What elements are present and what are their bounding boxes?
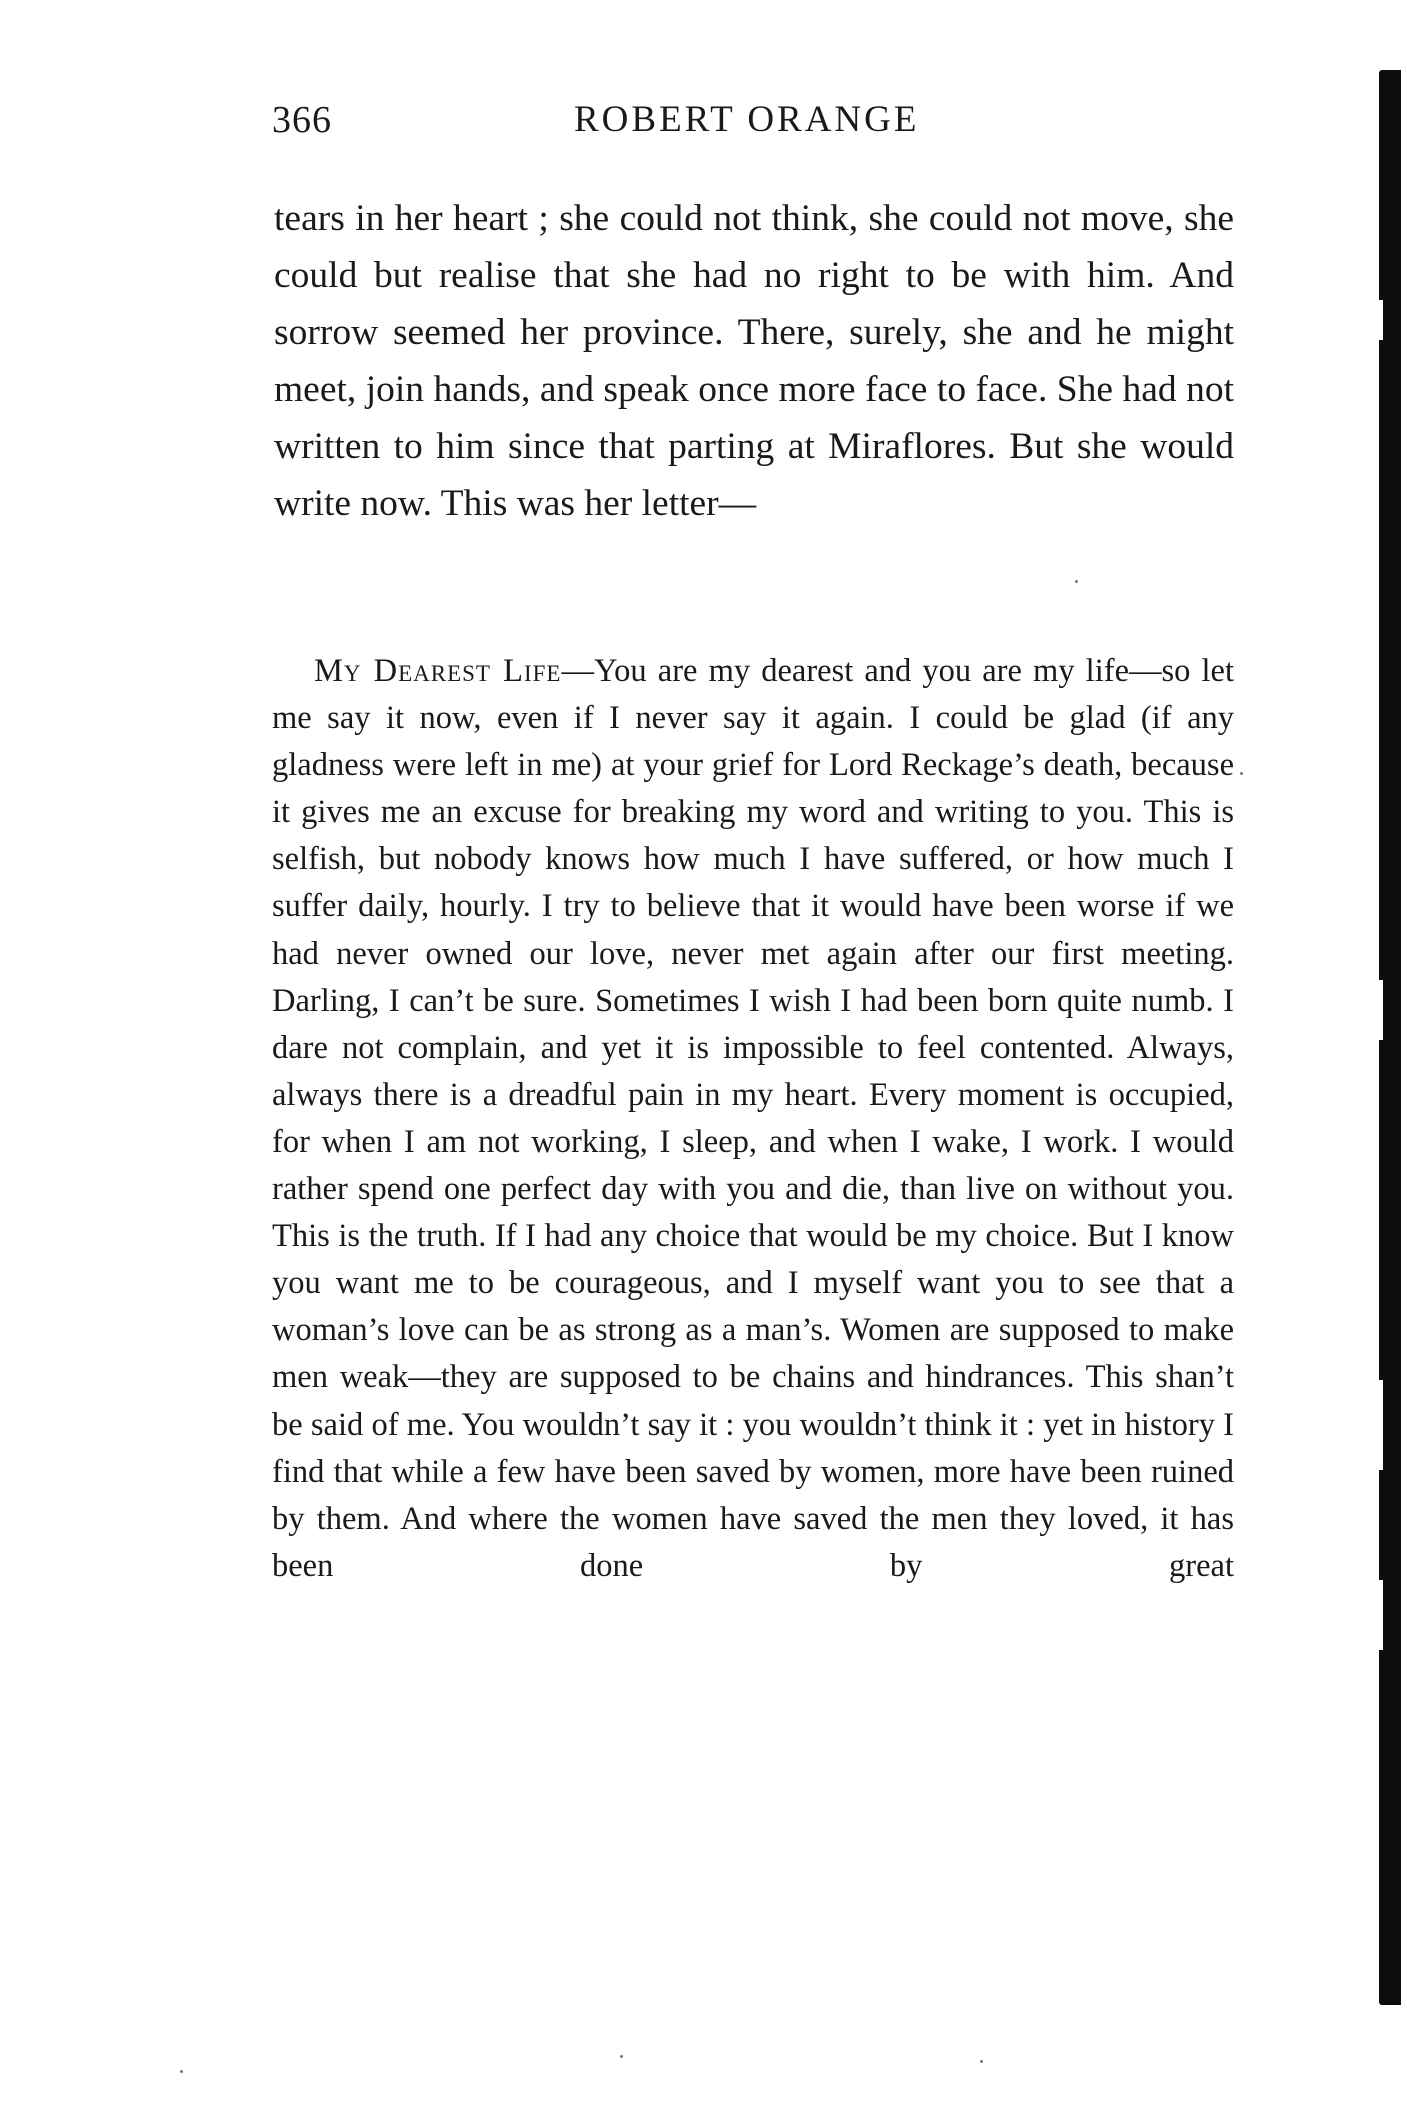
letter-text — [272, 648, 1234, 1590]
page-edge-shadow — [1371, 0, 1407, 2110]
paper-speck — [620, 2055, 623, 2058]
intro-paragraph — [274, 190, 1234, 532]
letter-paragraph — [272, 648, 1234, 1590]
paper-speck — [180, 2070, 183, 2073]
paper-speck — [1240, 772, 1243, 775]
edge-notch — [1377, 980, 1383, 1040]
running-head: ROBERT ORANGE — [574, 99, 920, 140]
letter-body: —You are my dearest and you are my life—so let me say it now, even if I never say it again. I could be glad (if any gladness were left in me) at your grief for Lord Reckage’s death, because it gives me an excuse for breaking my word and writing to you. This is selfish, but nobody knows how much I have suffered, or how much I suffer daily, hourly. I try to believe that it would have been worse if we had never owned our love, never met again after our first meeting. Darling, I can’t be sure. Sometimes I wish I had been born quite numb. I dare not complain, and yet it is impossible to feel contented. Always, always there is a dreadful pain in my heart. Every moment is occupied, for when I am not working, I sleep, and when I wake, I work. I would rather spend one perfect day with you and die, than live on without you. This is the truth. If I had any choice that would be my choice. But I know you want me to be courageous, and I myself want you to see that a woman’s love can be as strong as a man’s. Women are supposed to make men weak—they are supposed to be chains and hindrances. This shan’t be said of me. You wouldn’t say it : you wouldn’t think it : yet in history I find that while a few have been saved by women, more have been ruined by them. And where the women have saved the men they loved, it has been done by great — [272, 653, 1234, 1584]
edge-notch — [1377, 1380, 1383, 1470]
intro-text: tears in her heart ; she could not think, she could not move, she could but realise that she had no right to be with him. And sorrow seemed her province. There, surely, she and he might meet, join hands, and speak once more face to face. She had not written to him since that parting at Miraflores. But she would write now. This was her letter— — [274, 198, 1234, 524]
paper-speck — [980, 2060, 983, 2063]
paper-speck — [1075, 580, 1078, 583]
page-header — [272, 98, 1232, 158]
edge-notch — [1377, 1580, 1383, 1650]
edge-notch — [1377, 300, 1383, 340]
letter-salutation: My Dearest Life — [314, 653, 562, 689]
page-number: 366 — [272, 99, 332, 141]
